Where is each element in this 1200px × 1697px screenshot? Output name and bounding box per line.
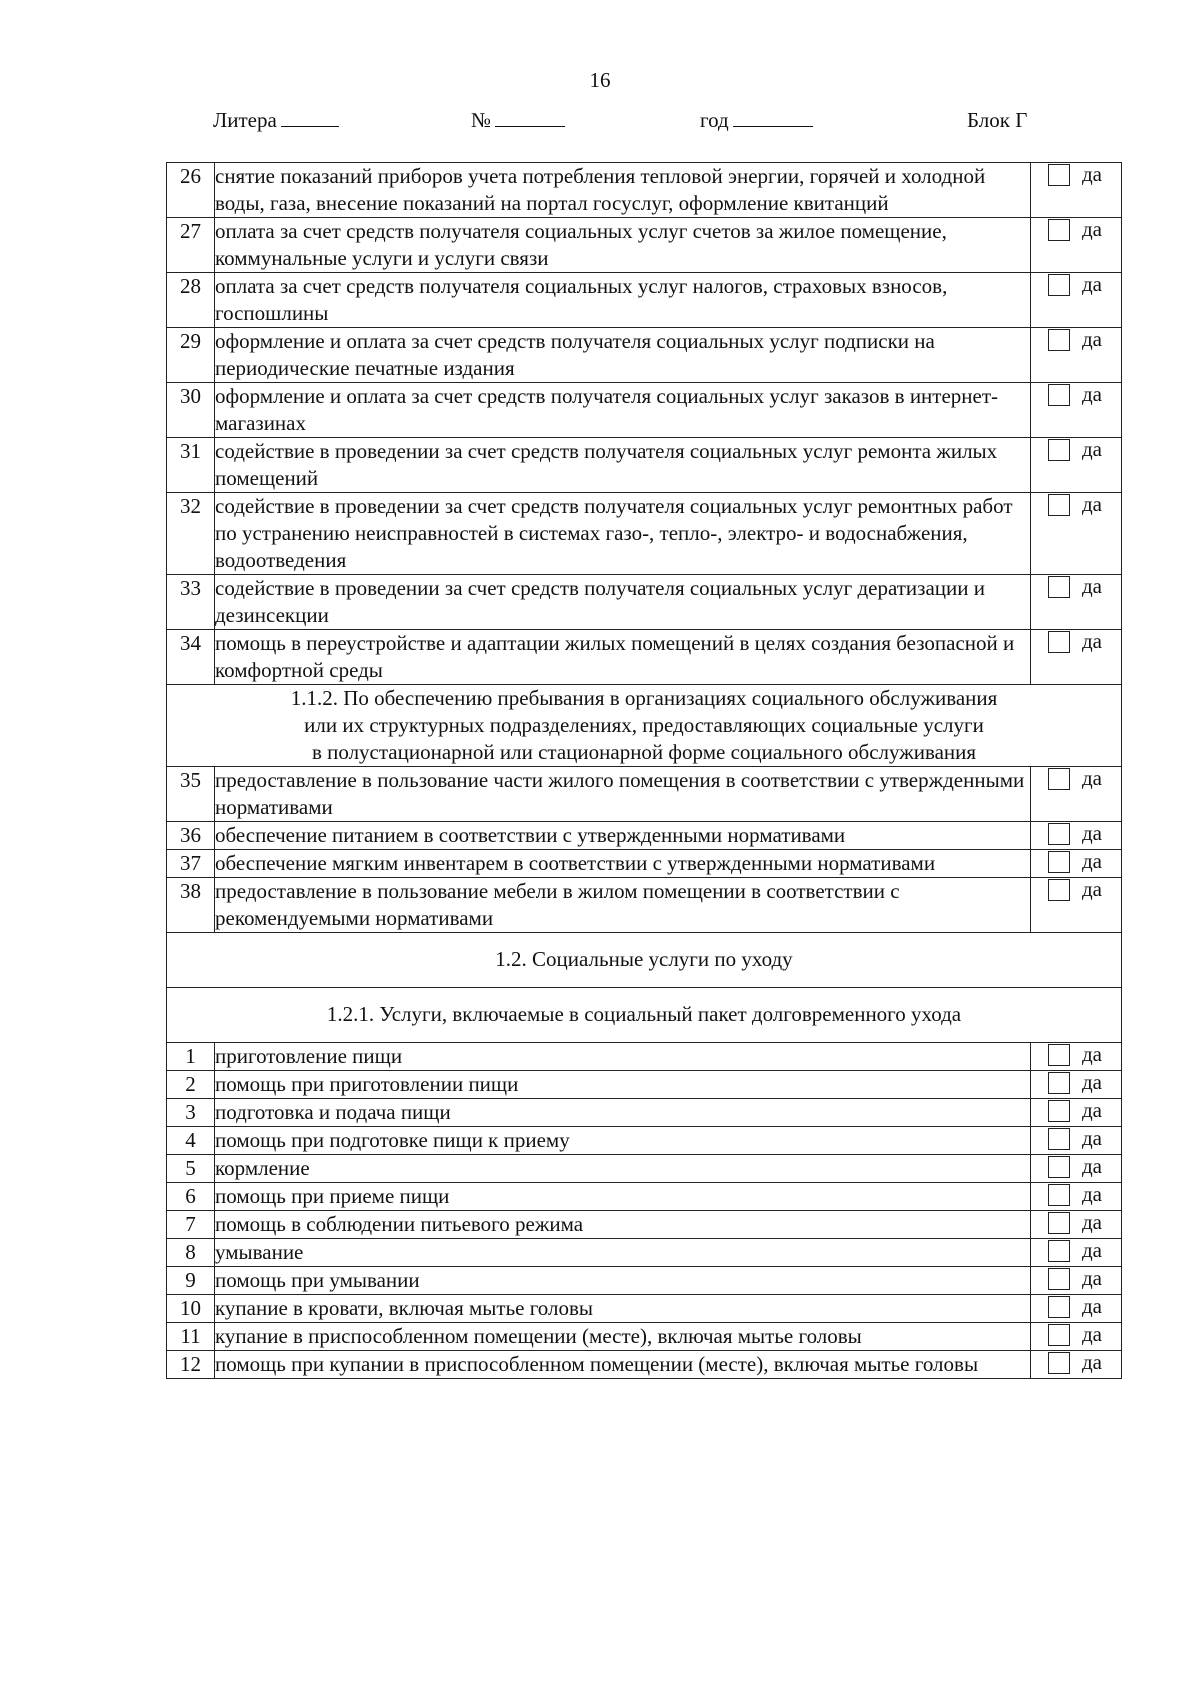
- yes-option[interactable]: [1031, 218, 1121, 241]
- row-number: 12: [167, 1351, 215, 1379]
- section-heading-line: в полустационарной или стационарной форме социального обслуживания: [311, 740, 977, 764]
- service-description: помощь при приеме пищи: [215, 1183, 1031, 1211]
- yes-label: да: [1082, 162, 1103, 186]
- yes-label: да: [1082, 272, 1103, 296]
- table-row: [167, 822, 1122, 850]
- yes-label: да: [1082, 1294, 1103, 1318]
- row-number: 8: [167, 1239, 215, 1267]
- table-row: [167, 1155, 1122, 1183]
- service-description: снятие показаний приборов учета потребления тепловой энергии, горячей и холодной воды, газа, внесение показаний на портал госуслуг, оформление квитанций: [215, 163, 1031, 218]
- yes-cell: [1031, 163, 1122, 218]
- yes-label: да: [1082, 574, 1103, 598]
- table-row: [167, 1071, 1122, 1099]
- yes-option[interactable]: [1031, 1351, 1121, 1374]
- yes-cell: [1031, 328, 1122, 383]
- litera-label: Литера: [213, 108, 277, 132]
- yes-option[interactable]: [1031, 575, 1121, 598]
- service-description: обеспечение мягким инвентарем в соответствии с утвержденными нормативами: [215, 850, 1031, 878]
- row-number: 5: [167, 1155, 215, 1183]
- row-number: 11: [167, 1323, 215, 1351]
- yes-label: да: [1082, 1210, 1103, 1234]
- yes-label: да: [1082, 766, 1103, 790]
- yes-checkbox[interactable]: [1048, 1212, 1070, 1234]
- yes-checkbox[interactable]: [1048, 1128, 1070, 1150]
- row-number: 28: [167, 273, 215, 328]
- yes-cell: [1031, 1351, 1122, 1379]
- service-description: содействие в проведении за счет средств получателя социальных услуг ремонта жилых помещений: [215, 438, 1031, 493]
- service-description: кормление: [215, 1155, 1031, 1183]
- year-label: год: [700, 108, 729, 132]
- service-description: помощь в переустройстве и адаптации жилых помещений в целях создания безопасной и комфортной среды: [215, 630, 1031, 685]
- yes-checkbox[interactable]: [1048, 1072, 1070, 1094]
- service-description: помощь при подготовке пищи к приему: [215, 1127, 1031, 1155]
- service-description: оформление и оплата за счет средств получателя социальных услуг заказов в интернет-магазинах: [215, 383, 1031, 438]
- yes-label: да: [1082, 492, 1103, 516]
- yes-cell: [1031, 493, 1122, 575]
- yes-checkbox[interactable]: [1048, 1156, 1070, 1178]
- yes-checkbox[interactable]: [1048, 1324, 1070, 1346]
- yes-checkbox[interactable]: [1048, 879, 1070, 901]
- yes-checkbox[interactable]: [1048, 768, 1070, 790]
- yes-cell: [1031, 273, 1122, 328]
- table-row: [167, 493, 1122, 575]
- number-blank[interactable]: [495, 108, 565, 127]
- yes-option[interactable]: [1031, 1267, 1121, 1290]
- yes-label: да: [1082, 849, 1103, 873]
- yes-label: да: [1082, 629, 1103, 653]
- row-number: 2: [167, 1071, 215, 1099]
- service-description: подготовка и подача пищи: [215, 1099, 1031, 1127]
- yes-label: да: [1082, 382, 1103, 406]
- yes-option[interactable]: [1031, 1183, 1121, 1206]
- yes-cell: [1031, 1043, 1122, 1071]
- yes-option[interactable]: [1031, 1323, 1121, 1346]
- yes-cell: [1031, 218, 1122, 273]
- table-row: [167, 878, 1122, 933]
- row-number: 37: [167, 850, 215, 878]
- row-number: 31: [167, 438, 215, 493]
- yes-option[interactable]: [1031, 767, 1121, 790]
- yes-option[interactable]: [1031, 1295, 1121, 1318]
- row-number: 9: [167, 1267, 215, 1295]
- yes-option[interactable]: [1031, 630, 1121, 653]
- service-description: помощь в соблюдении питьевого режима: [215, 1211, 1031, 1239]
- service-description: содействие в проведении за счет средств получателя социальных услуг дератизации и дезинсекции: [215, 575, 1031, 630]
- yes-checkbox[interactable]: [1048, 1268, 1070, 1290]
- table-row: [167, 1099, 1122, 1127]
- yes-checkbox[interactable]: [1048, 576, 1070, 598]
- service-description: приготовление пищи: [215, 1043, 1031, 1071]
- yes-checkbox[interactable]: [1048, 851, 1070, 873]
- yes-cell: [1031, 1295, 1122, 1323]
- yes-label: да: [1082, 1322, 1103, 1346]
- yes-option[interactable]: [1031, 1071, 1121, 1094]
- yes-cell: [1031, 878, 1122, 933]
- yes-cell: [1031, 1211, 1122, 1239]
- service-description: содействие в проведении за счет средств получателя социальных услуг ремонтных работ по устранению неисправностей в системах газо-, тепло-, электро- и водоснабжения, водоотведения: [215, 493, 1031, 575]
- yes-label: да: [1082, 1042, 1103, 1066]
- yes-option[interactable]: [1031, 383, 1121, 406]
- row-number: 1: [167, 1043, 215, 1071]
- yes-option[interactable]: [1031, 1127, 1121, 1150]
- table-row: [167, 1267, 1122, 1295]
- service-description: купание в приспособленном помещении (месте), включая мытье головы: [215, 1323, 1031, 1351]
- yes-label: да: [1082, 1238, 1103, 1262]
- section-row-1-1-2: [167, 685, 1122, 767]
- table-row: [167, 218, 1122, 273]
- row-number: 26: [167, 163, 215, 218]
- row-number: 3: [167, 1099, 215, 1127]
- row-number: 33: [167, 575, 215, 630]
- yes-checkbox[interactable]: [1048, 1184, 1070, 1206]
- yes-checkbox[interactable]: [1048, 219, 1070, 241]
- yes-cell: [1031, 767, 1122, 822]
- yes-checkbox[interactable]: [1048, 164, 1070, 186]
- yes-checkbox[interactable]: [1048, 1296, 1070, 1318]
- yes-label: да: [1082, 1154, 1103, 1178]
- service-description: оформление и оплата за счет средств получателя социальных услуг подписки на периодические печатные издания: [215, 328, 1031, 383]
- yes-cell: [1031, 1099, 1122, 1127]
- table-row: [167, 1351, 1122, 1379]
- table-row: [167, 1043, 1122, 1071]
- yes-cell: [1031, 1183, 1122, 1211]
- yes-cell: [1031, 1071, 1122, 1099]
- section-heading-line: или их структурных подразделениях, предоставляющих социальные услуги: [304, 713, 984, 737]
- table-row: [167, 438, 1122, 493]
- yes-label: да: [1082, 877, 1103, 901]
- row-number: 35: [167, 767, 215, 822]
- yes-checkbox[interactable]: [1048, 823, 1070, 845]
- yes-checkbox[interactable]: [1048, 1240, 1070, 1262]
- row-number: 6: [167, 1183, 215, 1211]
- table-row: [167, 328, 1122, 383]
- section-heading-1-1-2: [167, 685, 1122, 767]
- yes-checkbox[interactable]: [1048, 1044, 1070, 1066]
- table-row: [167, 273, 1122, 328]
- section-heading-1-2-1: 1.2.1. Услуги, включаемые в социальный пакет долговременного ухода: [167, 988, 1122, 1043]
- yes-cell: [1031, 383, 1122, 438]
- yes-option[interactable]: [1031, 1099, 1121, 1122]
- yes-label: да: [1082, 1070, 1103, 1094]
- yes-label: да: [1082, 1126, 1103, 1150]
- litera-blank[interactable]: [281, 108, 339, 127]
- table-row: [167, 767, 1122, 822]
- service-description: обеспечение питанием в соответствии с утвержденными нормативами: [215, 822, 1031, 850]
- services-group-c: [167, 1043, 1122, 1379]
- services-group-b: [167, 767, 1122, 933]
- table-row: [167, 630, 1122, 685]
- service-description: помощь при приготовлении пищи: [215, 1071, 1031, 1099]
- yes-label: да: [1082, 1350, 1103, 1374]
- table-row: [167, 383, 1122, 438]
- yes-cell: [1031, 438, 1122, 493]
- yes-cell: [1031, 822, 1122, 850]
- yes-label: да: [1082, 217, 1103, 241]
- row-number: 32: [167, 493, 215, 575]
- yes-cell: [1031, 1127, 1122, 1155]
- yes-option[interactable]: [1031, 493, 1121, 516]
- yes-option[interactable]: [1031, 1211, 1121, 1234]
- table-row: [167, 163, 1122, 218]
- yes-option[interactable]: [1031, 878, 1121, 901]
- row-number: 29: [167, 328, 215, 383]
- yes-checkbox[interactable]: [1048, 329, 1070, 351]
- service-description: купание в кровати, включая мытье головы: [215, 1295, 1031, 1323]
- year-field: [700, 108, 813, 132]
- section-heading-group: [167, 685, 1122, 767]
- yes-checkbox[interactable]: [1048, 1352, 1070, 1374]
- yes-option[interactable]: [1031, 1155, 1121, 1178]
- service-description: предоставление в пользование мебели в жилом помещении в соответствии с рекомендуемыми нормативами: [215, 878, 1031, 933]
- row-number: 7: [167, 1211, 215, 1239]
- yes-cell: [1031, 575, 1122, 630]
- section-heading-1-2: 1.2. Социальные услуги по уходу: [167, 933, 1122, 988]
- litera-field: [213, 108, 339, 132]
- yes-label: да: [1082, 821, 1103, 845]
- service-description: оплата за счет средств получателя социальных услуг счетов за жилое помещение, коммунальные услуги и услуги связи: [215, 218, 1031, 273]
- yes-cell: [1031, 630, 1122, 685]
- page-number: 16: [589, 68, 611, 92]
- yes-label: да: [1082, 1266, 1103, 1290]
- yes-cell: [1031, 1267, 1122, 1295]
- service-description: помощь при купании в приспособленном помещении (месте), включая мытье головы: [215, 1351, 1031, 1379]
- table-row: [167, 850, 1122, 878]
- service-description: предоставление в пользование части жилого помещения в соответствии с утвержденными нормативами: [215, 767, 1031, 822]
- row-number: 36: [167, 822, 215, 850]
- table-row: [167, 1183, 1122, 1211]
- table-row: [167, 1239, 1122, 1267]
- yes-option[interactable]: [1031, 822, 1121, 845]
- yes-checkbox[interactable]: [1048, 494, 1070, 516]
- yes-option[interactable]: [1031, 1043, 1121, 1066]
- yes-label: да: [1082, 1098, 1103, 1122]
- block-label: Блок Г: [967, 108, 1028, 132]
- yes-checkbox[interactable]: [1048, 384, 1070, 406]
- yes-checkbox[interactable]: [1048, 274, 1070, 296]
- yes-option[interactable]: [1031, 273, 1121, 296]
- section-row-1-2: [167, 933, 1122, 988]
- yes-option[interactable]: [1031, 438, 1121, 461]
- row-number: 30: [167, 383, 215, 438]
- services-group-a: [167, 163, 1122, 685]
- yes-label: да: [1082, 437, 1103, 461]
- care-heading-group: [167, 933, 1122, 1043]
- yes-label: да: [1082, 1182, 1103, 1206]
- table-row: [167, 1295, 1122, 1323]
- row-number: 4: [167, 1127, 215, 1155]
- yes-checkbox[interactable]: [1048, 439, 1070, 461]
- yes-option[interactable]: [1031, 850, 1121, 873]
- row-number: 34: [167, 630, 215, 685]
- number-label: №: [471, 108, 492, 132]
- row-number: 38: [167, 878, 215, 933]
- table-row: [167, 1127, 1122, 1155]
- section-heading-line: 1.1.2. По обеспечению пребывания в организациях социального обслуживания: [290, 686, 998, 710]
- yes-option[interactable]: [1031, 328, 1121, 351]
- service-description: помощь при умывании: [215, 1267, 1031, 1295]
- year-blank[interactable]: [733, 108, 813, 127]
- yes-label: да: [1082, 327, 1103, 351]
- service-description: оплата за счет средств получателя социальных услуг налогов, страховых взносов, госпошлины: [215, 273, 1031, 328]
- section-row-1-2-1: [167, 988, 1122, 1043]
- yes-cell: [1031, 1323, 1122, 1351]
- yes-cell: [1031, 1239, 1122, 1267]
- table-row: [167, 575, 1122, 630]
- services-table: [166, 162, 1122, 1379]
- yes-cell: [1031, 1155, 1122, 1183]
- table-row: [167, 1211, 1122, 1239]
- number-field: [471, 108, 565, 132]
- service-description: умывание: [215, 1239, 1031, 1267]
- yes-option[interactable]: [1031, 163, 1121, 186]
- row-number: 10: [167, 1295, 215, 1323]
- table-row: [167, 1323, 1122, 1351]
- yes-option[interactable]: [1031, 1239, 1121, 1262]
- yes-checkbox[interactable]: [1048, 631, 1070, 653]
- yes-cell: [1031, 850, 1122, 878]
- yes-checkbox[interactable]: [1048, 1100, 1070, 1122]
- row-number: 27: [167, 218, 215, 273]
